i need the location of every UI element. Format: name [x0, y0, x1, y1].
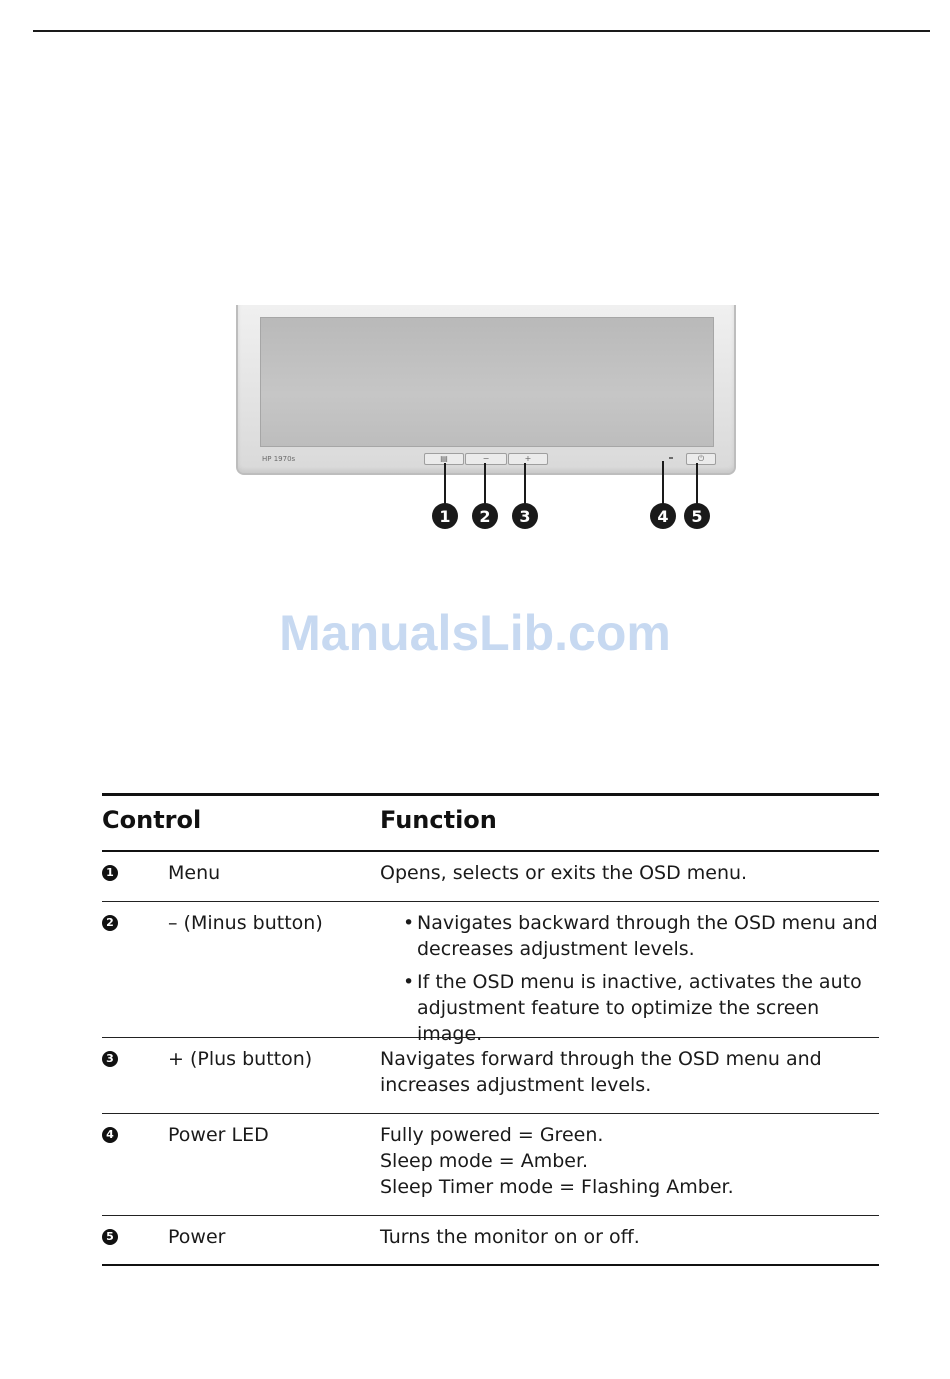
function-cell: [380, 1046, 879, 1098]
table-row: [102, 1216, 879, 1264]
function-line: Navigates forward through the OSD menu and: [380, 1048, 822, 1070]
control-column-header: Control: [102, 806, 202, 834]
row-number-badge: 1: [102, 865, 118, 881]
plus-button: +: [508, 453, 548, 465]
function-bullet: • Navigates backward through the OSD menu and decreases adjustment levels.: [403, 912, 878, 960]
callout-2: 2: [472, 503, 498, 529]
watermark: ManualsLib.com: [279, 605, 671, 661]
callout-leader-3: [524, 463, 526, 505]
function-line: Fully powered = Green.: [380, 1124, 604, 1146]
function-line: Turns the monitor on or off.: [380, 1226, 640, 1248]
function-line: Sleep Timer mode = Flashing Amber.: [380, 1176, 734, 1198]
control-cell: – (Minus button): [168, 912, 323, 934]
header-rule: [33, 30, 930, 32]
monitor-front-illustration: [230, 295, 740, 535]
function-cell: [380, 1122, 879, 1200]
function-cell: [380, 860, 879, 886]
callout-5: 5: [684, 503, 710, 529]
table-row: [102, 852, 879, 901]
callout-3: 3: [512, 503, 538, 529]
callout-1: 1: [432, 503, 458, 529]
function-line: Sleep mode = Amber.: [380, 1150, 589, 1172]
row-number-badge: 5: [102, 1229, 118, 1245]
callout-leader-4: [662, 461, 664, 505]
function-column-header: Function: [380, 806, 497, 834]
model-label: HP 1970s: [262, 455, 296, 463]
function-cell: [380, 1224, 879, 1250]
minus-button: −: [465, 453, 507, 465]
callout-4: 4: [650, 503, 676, 529]
row-number-badge: 4: [102, 1127, 118, 1143]
control-cell: Menu: [168, 862, 221, 884]
function-bullet: • If the OSD menu is inactive, activates the auto adjustment feature to optimize the screen image.: [403, 971, 862, 1045]
controls-table: [102, 793, 879, 1266]
monitor-bezel: [236, 305, 736, 475]
control-cell: Power: [168, 1226, 226, 1248]
table-header: [102, 796, 879, 850]
table-row: [102, 1038, 879, 1113]
row-number-badge: 3: [102, 1051, 118, 1067]
callout-leader-1: [444, 463, 446, 505]
row-number-badge: 2: [102, 915, 118, 931]
function-line: Opens, selects or exits the OSD menu.: [380, 862, 748, 884]
callout-leader-2: [484, 463, 486, 505]
control-cell: Power LED: [168, 1124, 269, 1146]
callout-leader-5: [696, 463, 698, 505]
menu-button: ▤: [424, 453, 464, 465]
monitor-screen: [260, 317, 714, 447]
table-row: [102, 902, 879, 1045]
table-row: [102, 1114, 879, 1215]
table-bottom-rule: [102, 1264, 879, 1266]
power-button: ⏻: [686, 453, 716, 465]
power-led: [669, 457, 673, 459]
function-line: increases adjustment levels.: [380, 1074, 652, 1096]
function-cell: [380, 910, 879, 1047]
control-cell: + (Plus button): [168, 1048, 313, 1070]
